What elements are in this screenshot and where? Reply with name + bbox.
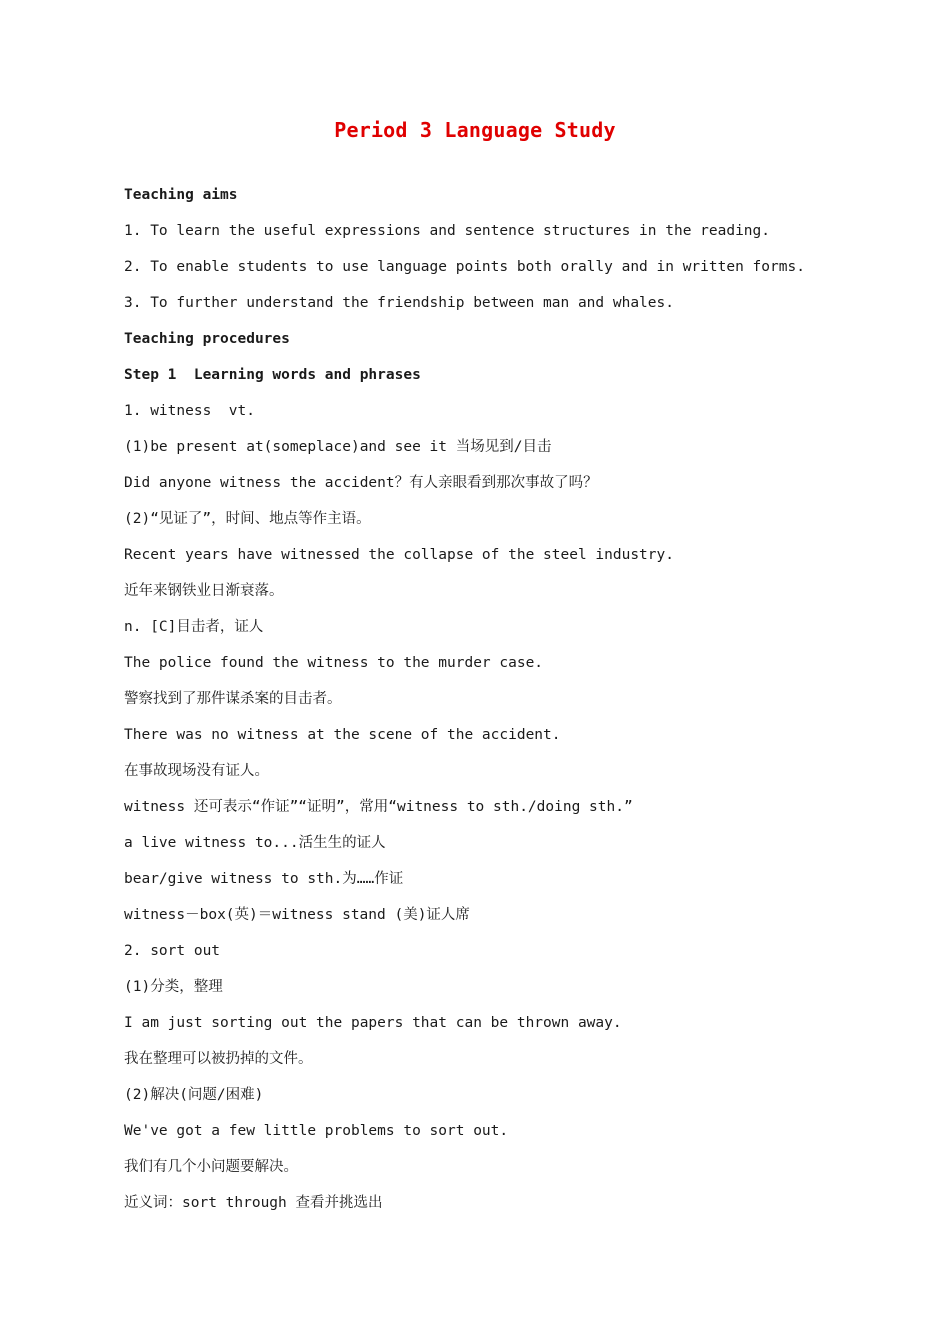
section-heading: Teaching procedures xyxy=(124,331,290,347)
text-line: 我在整理可以被扔掉的文件。 xyxy=(124,1051,313,1067)
text-line: 近义词：sort through 查看并挑选出 xyxy=(124,1195,383,1211)
text-line: n. [C]目击者，证人 xyxy=(124,619,264,635)
text-line: 在事故现场没有证人。 xyxy=(124,763,269,779)
text-line: 我们有几个小问题要解决。 xyxy=(124,1159,298,1175)
text-line: There was no witness at the scene of the accident. xyxy=(124,727,561,743)
text-line: I am just sorting out the papers that can be thrown away. xyxy=(124,1015,622,1031)
text-line: (2)“见证了”，时间、地点等作主语。 xyxy=(124,511,371,527)
text-line: Did anyone witness the accident？有人亲眼看到那次事故了吗？ xyxy=(124,475,598,491)
text-line: 3. To further understand the friendship between man and whales. xyxy=(124,295,674,311)
text-line: 1. To learn the useful expressions and sentence structures in the reading. xyxy=(124,223,771,239)
text-line: Recent years have witnessed the collapse of the steel industry. xyxy=(124,547,674,563)
text-line: 2. sort out xyxy=(124,943,221,959)
text-line: a live witness to...活生生的证人 xyxy=(124,835,386,851)
text-line: bear/give witness to sth.为……作证 xyxy=(124,871,404,887)
text-line: 2. To enable students to use language points both orally and in written forms. xyxy=(124,259,805,275)
text-line: We've got a few little problems to sort out. xyxy=(124,1123,509,1139)
section-heading: Step 1 Learning words and phrases xyxy=(124,367,421,383)
text-line: The police found the witness to the murder case. xyxy=(124,655,544,671)
text-line: 1. witness vt. xyxy=(124,403,255,419)
text-line: 近年来钢铁业日渐衰落。 xyxy=(124,583,284,599)
page-title: Period 3 Language Study xyxy=(334,118,616,142)
text-line: 警察找到了那件谋杀案的目击者。 xyxy=(124,691,342,707)
text-line: witness 还可表示“作证”“证明”，常用“witness to sth./doing sth.” xyxy=(124,799,633,815)
section-heading: Teaching aims xyxy=(124,187,238,203)
text-line: (1)be present at(someplace)and see it 当场见到/目击 xyxy=(124,439,552,455)
text-line: (2)解决(问题/困难) xyxy=(124,1087,264,1103)
text-line: (1)分类，整理 xyxy=(124,979,223,995)
document-body xyxy=(124,184,824,1228)
text-line: witness－box(英)＝witness stand (美)证人席 xyxy=(124,907,470,923)
